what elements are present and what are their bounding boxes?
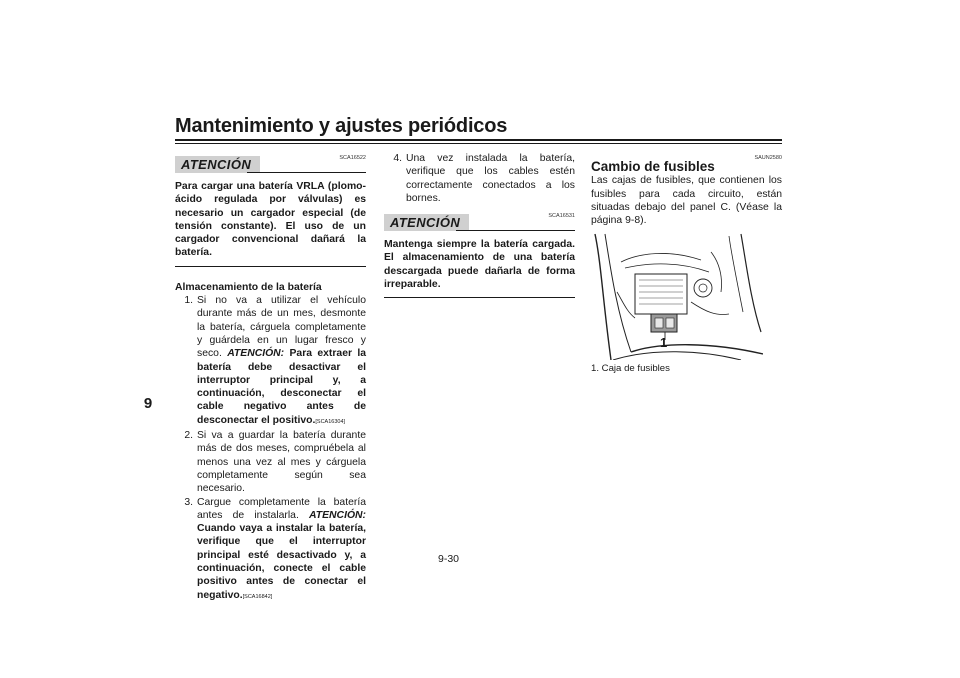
step-4 — [384, 152, 575, 205]
step-body — [197, 294, 366, 429]
caution-text: Para cargar una batería VRLA (plomo-ácido regulada por válvulas) es necesario un cargador especial (de tensión constante). El uso de un cargador convencional dañará la batería. — [175, 181, 366, 259]
caution-header — [175, 152, 366, 174]
inline-warning-text: Para extraer la batería debe desactivar el interruptor principal y, a continuación, desconectar el cable negativo antes de desconectar el positivo. — [197, 348, 367, 426]
title-rule-thin — [175, 143, 782, 144]
caution-label: ATENCIÓN — [175, 156, 260, 173]
section-text: Las cajas de fusibles, que contienen los fusibles para cada circuito, están situadas debajo del panel C. (Véase la página 9-8). — [591, 175, 782, 227]
figure-callout: 1 — [660, 335, 668, 351]
fuse-box-illustration — [591, 232, 763, 360]
inline-warning-label: ATENCIÓN: — [227, 348, 285, 360]
page-title: Mantenimiento y ajustes periódicos — [175, 115, 508, 137]
step-body — [197, 496, 366, 604]
step-1 — [175, 294, 366, 429]
section-heading: Cambio de fusibles — [591, 159, 715, 174]
step-number: 2. — [184, 430, 193, 442]
caution-code: SCA16531 — [548, 213, 575, 220]
title-rule — [175, 139, 782, 141]
step-text: Una vez instalada la batería, verifique que los cables estén correctamente conectados a los bornes. — [406, 153, 575, 204]
middle-column — [384, 152, 575, 298]
left-column — [175, 152, 366, 604]
step-number: 4. — [393, 153, 402, 164]
caution-header — [384, 210, 575, 232]
caution-end-rule — [175, 266, 366, 267]
step-text: Si va a guardar la batería durante más de dos meses, compruébela al menos una vez al mes y cárguela completamente según sea necesario. — [197, 430, 366, 495]
caution-text: Mantenga siempre la batería cargada. El almacenamiento de una batería descargada puede dañarla de forma irreparable. — [384, 239, 575, 291]
inline-warning-text: Cuando vaya a instalar la batería, verifique que el interruptor principal esté desactivado y, a continuación, conecte el cable positivo antes de conectar el negativo. — [197, 523, 366, 601]
inline-warning-label: ATENCIÓN: — [309, 509, 366, 521]
step-number: 3. — [184, 496, 193, 508]
section-code: SAUN2580 — [754, 155, 782, 161]
step-text: Si no va a utilizar el vehículo durante más de un mes, desmonte la batería, cárguela completamente y guárdela en un lugar fresco y seco. — [197, 295, 366, 360]
storage-heading: Almacenamiento de la batería — [175, 281, 322, 293]
step-text: Cargue completamente la batería antes de instalarla. — [197, 496, 366, 521]
caution-line — [247, 172, 366, 173]
section-code-row — [591, 152, 782, 160]
reference-code: [SCA16304] — [315, 418, 346, 425]
right-column — [591, 152, 782, 376]
step-2 — [175, 429, 366, 495]
section-tab: 9 — [143, 395, 153, 412]
caution-end-rule — [384, 297, 575, 298]
reference-code: [SCA16842] — [242, 593, 273, 600]
caution-line — [456, 230, 575, 231]
page-number: 9-30 — [438, 553, 460, 565]
step-number: 1. — [184, 295, 193, 307]
caution-code: SCA16522 — [339, 155, 366, 161]
caution-label: ATENCIÓN — [384, 214, 469, 231]
fuse-box-figure — [591, 232, 763, 360]
step-3 — [175, 496, 366, 604]
figure-caption: 1. Caja de fusibles — [591, 363, 670, 375]
